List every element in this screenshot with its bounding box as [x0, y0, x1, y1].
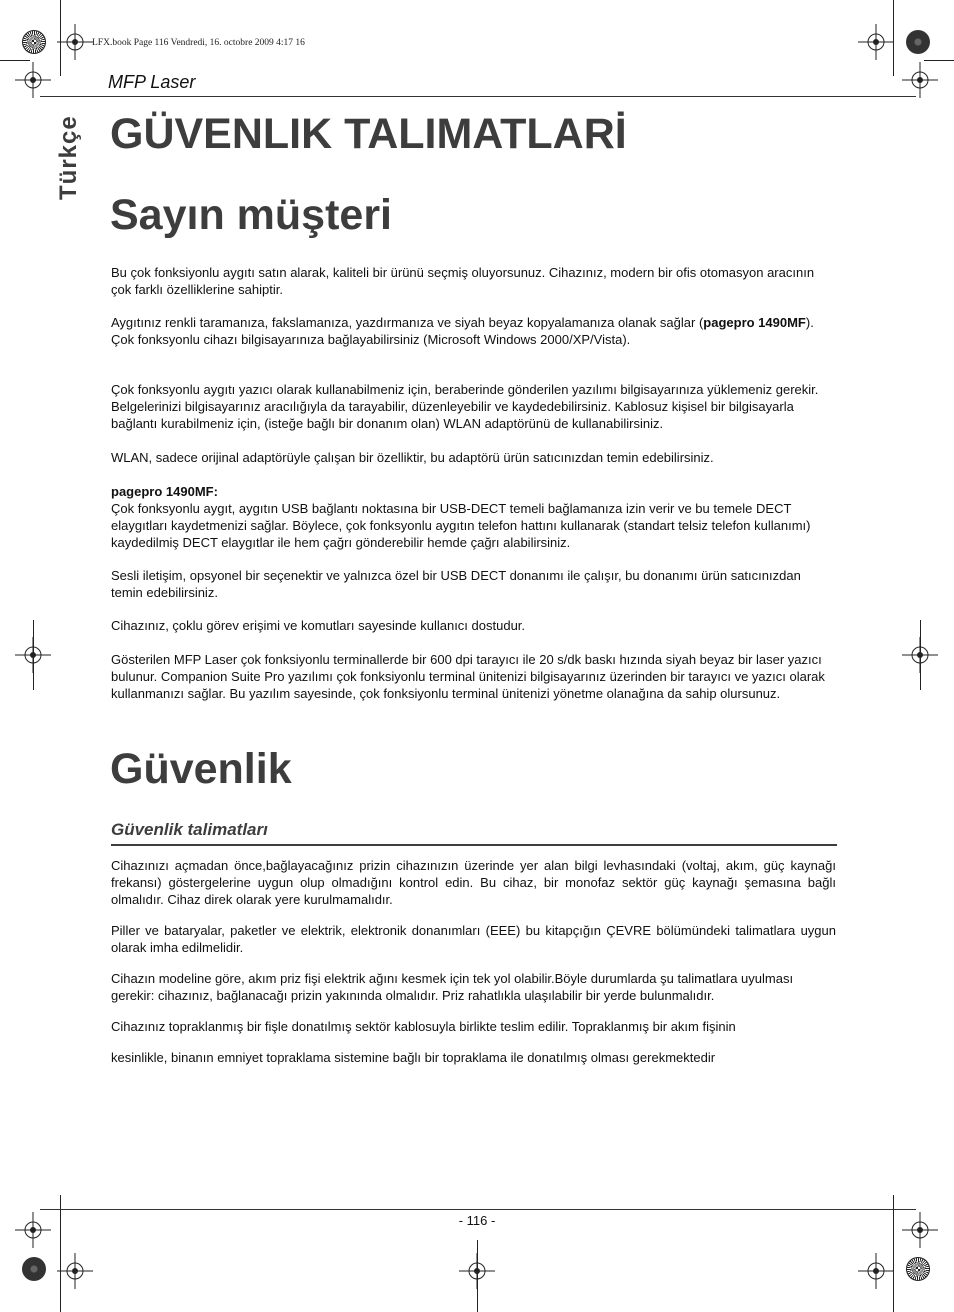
registration-mark-icon: [902, 1212, 938, 1248]
registration-mark-icon: [902, 637, 938, 673]
paragraph-features-text-1: Aygıtınız renkli taramanıza, fakslamanıza, yazdırmanıza ve siyah beyaz kopyalamanıza olanak sağlar (: [111, 315, 704, 330]
model-name: pagepro 1490MF: [703, 315, 806, 330]
registration-mark-icon: [902, 62, 938, 98]
greeting-heading: Sayın müşteri: [110, 191, 392, 239]
safety-paragraph-power: Cihazınızı açmadan önce,bağlayacağınız prizin cihazınızın üzerinde yer alan bilgi levhasındaki (voltaj, akım, güç kaynağı frekansı) göstergelerine uygun olup olmadığını kontrol edin. Bu cihaz, bir monofaz sektör güç kaynağı şemasına bağlı olmalıdır. Cihaz direk olarak yere kurulmamalıdır.: [111, 858, 836, 907]
paragraph-features-text-2: ). Çok fonksyonlu cihazı bilgisayarınıza bağlayabilirsiniz (Microsoft Windows 2000/XP/Vista).: [111, 315, 814, 347]
print-info-line: LFX.book Page 116 Vendredi, 16. octobre 2009 4:17 16: [92, 38, 305, 48]
color-rosette-icon: [22, 30, 46, 54]
safety-paragraph-disposal: Piller ve bataryalar, paketler ve elektrik, elektronik donanımları (EEE) bu kitapçığın ÇEVRE bölümündeki talimatlara uygun olarak imha edilmelidir.: [111, 923, 836, 955]
safety-heading: Güvenlik: [110, 745, 292, 793]
paragraph-dect: [111, 483, 836, 551]
page-number: - 116 -: [458, 1213, 496, 1228]
paragraph-intro: Bu çok fonksiyonlu aygıtı satın alarak, kaliteli bir ürünü seçmiş oluyorsunuz. Cihazınız, modern bir ofis otomasyon aracının çok farklı özelliklerine sahiptir.: [111, 265, 815, 297]
registration-mark-icon: [858, 1253, 894, 1289]
paragraph-wlan: WLAN, sadece orijinal adaptörüyle çalışan bir özelliktir, bu adaptörü ürün satıcınızdan temin edebilirsiniz.: [111, 450, 714, 465]
paragraph-multitask: Cihazınız, çoklu görev erişimi ve komutları sayesinde kullanıcı dostudur.: [111, 618, 526, 633]
paragraph-scanner: Gösterilen MFP Laser çok fonksiyonlu terminallerde bir 600 dpi tarayıcı ile 20 s/dk baskı hızında siyah beyaz bir laser yazıcı bulunur. Companion Suite Pro yazılımı çok fonksiyonlu terminal ünitenizi bilgisayarınız üzerinden bir tarayıcı ve yazıcı olarak kullanmanızı sağlar. Bu yazılım sayesinde, çok fonksiyonlu terminal ünitenizi yönetme olanağına da sahip olursunuz.: [111, 652, 825, 701]
footer-divider: [40, 1209, 916, 1210]
language-side-label: Türkçe: [55, 115, 82, 200]
safety-paragraph-plug: Cihazın modeline göre, akım priz fişi elektrik ağını kesmek için tek yol olabilir.Böyle durumlarda şu talimatlara uyulması gerekir: cihazınız, bağlanacağı prizin yakınında olmalıdır. Priz rahatlıkla ulaşılabilir bir yerde bulunmalıdır.: [111, 971, 794, 1003]
safety-paragraph-grounding-2: kesinlikle, binanın emniyet topraklama sistemine bağlı bir topraklama ile donatılmış olması gerekmektedir: [111, 1050, 716, 1065]
color-rosette-icon: [906, 1257, 930, 1281]
paragraph-software: Çok fonksyonlu aygıtı yazıcı olarak kullanabilmeniz için, beraberinde gönderilen yazılımı bilgisayarınıza yüklemeniz gerekir. Belgelerinizi bilgisayarınız aracılığıyla da tarayabilir, düzenleyebilir ve kaydedebilirsiniz. Kablosuz kişisel bir bilgisayarla bağlantı kurabilmeniz için, (isteğe bağlı bir donanım olan) WLAN adaptörünü de kullanabilirsiniz.: [111, 382, 819, 431]
page-title: GÜVENLIK TALIMATLARİ: [110, 110, 627, 158]
registration-mark-icon: [459, 1253, 495, 1289]
paragraph-features: [111, 314, 836, 348]
registration-mark-icon: [15, 62, 51, 98]
dect-text: Çok fonksyonlu aygıt, aygıtın USB bağlantı noktasına bir USB-DECT temeli bağlamanıza izin verir ve bu temele DECT elaygıtları kaydetmenizi sağlar. Böylece, çok fonksyonlu aygıtın telefon hattını kullanarak (standart telsiz telefon kullanımı) kaydedilmiş DECT elaygıtlar ile hem çağrı gönderebilir hemde çağrı alabilirsiniz.: [111, 501, 811, 550]
safety-paragraph-grounding: Cihazınız topraklanmış bir fişle donatılmış sektör kablosuyla birlikte teslim edilir. Topraklanmış bir akım fişinin: [111, 1019, 736, 1034]
header-divider: [40, 96, 916, 97]
subheading-divider: [111, 844, 837, 846]
registration-mark-icon: [15, 1212, 51, 1248]
safety-subheading: Güvenlik talimatları: [111, 820, 268, 839]
registration-mark-icon: [15, 637, 51, 673]
registration-mark-icon: [858, 24, 894, 60]
registration-mark-icon: [57, 1253, 93, 1289]
paragraph-voice: Sesli iletişim, opsyonel bir seçenektir ve yalnızca özel bir USB DECT donanımı ile çalışır, bu donanımı ürün satıcınızdan temin edebilirsiniz.: [111, 568, 801, 600]
color-rosette-icon: [906, 30, 930, 54]
color-rosette-icon: [22, 1257, 46, 1281]
dect-model-label: pagepro 1490MF:: [111, 484, 218, 499]
header-title: MFP Laser: [108, 72, 196, 92]
